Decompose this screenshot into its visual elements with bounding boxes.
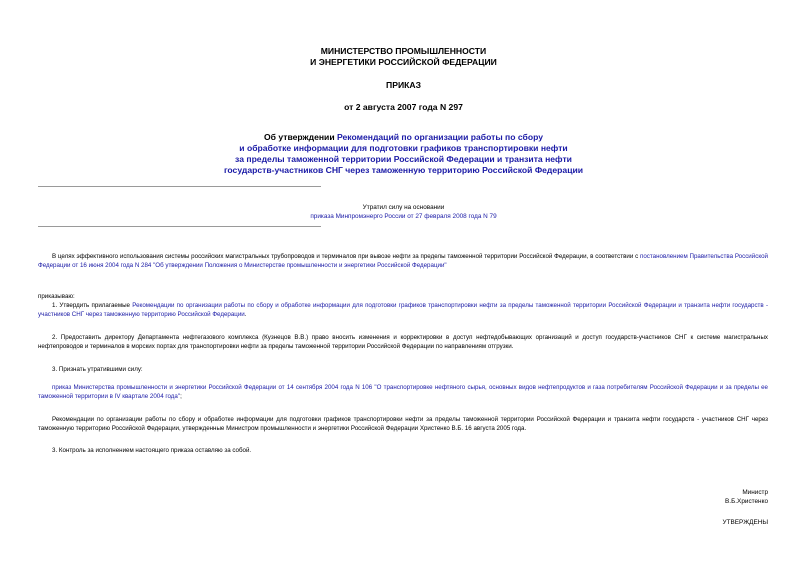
title-link-part-4[interactable]: государств-участников СНГ через таможенную территорию Российской Федерации: [223, 165, 584, 175]
item-3-link[interactable]: приказ Министерства промышленности и энергетики Российской Федерации от 14 сентября 2004 года N 106 "О транспортировке нефтяного сырья, основных видов нефтепродуктов и газа потребителям Российской Федерации и за пределы ее таможенной территории в IV квартале 2004 года": [38, 384, 768, 400]
item-1-suffix: .: [244, 310, 247, 318]
status-note-link[interactable]: приказа Минпромэнерго России от 27 февраля 2008 года N 79: [310, 213, 497, 220]
ministry-line-1: МИНИСТЕРСТВО ПРОМЫШЛЕННОСТИ: [320, 46, 487, 56]
preamble-paragraph: [38, 253, 768, 271]
signature-position: Министр: [742, 489, 768, 496]
item-3-repealed-order: [38, 384, 768, 402]
title-prefix: Об утверждении: [263, 132, 337, 142]
preamble-link[interactable]: постановлением Правительства Российской Федерации от 16 июня 2004 года N 284 "Об утверждении Положения о Министерстве промышленности и энергетики Российской Федерации": [38, 253, 768, 269]
doc-date-number: от 2 августа 2007 года N 297: [344, 102, 463, 112]
doc-title: [0, 132, 807, 176]
order-word: приказываю:: [38, 293, 75, 300]
item-1-prefix: 1. Утвердить прилагаемые: [52, 302, 133, 309]
preamble-text: В целях эффективного использования системы российских магистральных трубопроводов и терминалов при вывозе нефти за пределы таможенной территории Российской Федерации, в соответствии с: [52, 253, 640, 260]
status-note-text: Утратил силу на основании: [362, 204, 445, 211]
item-2-paragraph: 2. Предоставить директору Департамента нефтегазового комплекса (Кузнецов В.В.) право вносить изменения и корректировки в доступ нефтедобывающих организаций и доступ государств-участников СНГ к системе магистральных нефтепроводов и терминалов в морских портах для транспортировки нефти за пределы таможенной территории Российской Федерации по направлениям отгрузки.: [38, 334, 768, 350]
ministry-name: [0, 46, 807, 68]
item-3-intro: 3. Признать утратившими силу:: [52, 366, 143, 373]
status-note: [0, 203, 807, 221]
doc-type: ПРИКАЗ: [386, 80, 421, 90]
item-3-link-suffix: ;: [180, 392, 182, 400]
title-line-1: [0, 132, 807, 143]
divider-bottom: [38, 226, 321, 227]
signature-block: [725, 488, 768, 506]
title-link-part-1[interactable]: Рекомендаций по организации работы по сбору: [337, 132, 544, 142]
item-1-paragraph: [38, 302, 768, 320]
item-3-repealed-recommendations: Рекомендации по организации работы по сбору и обработке информации для подготовки графиков транспортировки нефти за пределы таможенной территории Российской Федерации и транзита нефти государств - участников СНГ через таможенную территорию Российской Федерации, утвержденные Министром промышленности и энергетики Российской Федерации Христенко В.Б. 16 августа 2005 года.: [38, 416, 768, 432]
ministry-line-2: И ЭНЕРГЕТИКИ РОССИЙСКОЙ ФЕДЕРАЦИИ: [310, 57, 497, 67]
approved-label: УТВЕРЖДЕНЫ: [722, 519, 768, 526]
signature-name: В.Б.Христенко: [725, 498, 768, 506]
item-1-link[interactable]: Рекомендации по организации работы по сбору и обработке информации для подготовки графиков транспортировки нефти за пределы таможенной территории Российской Федерации и транзита нефти государств - участников СНГ через таможенную территорию Российской Федерации: [38, 302, 769, 318]
title-link-part-3[interactable]: за пределы таможенной территории Российской Федерации и транзита нефти: [235, 154, 572, 164]
item-4-paragraph: 3. Контроль за исполнением настоящего приказа оставляю за собой.: [52, 447, 252, 454]
title-link-part-2[interactable]: и обработке информации для подготовки графиков транспортировки нефти: [239, 143, 568, 153]
divider-top: [38, 186, 321, 187]
